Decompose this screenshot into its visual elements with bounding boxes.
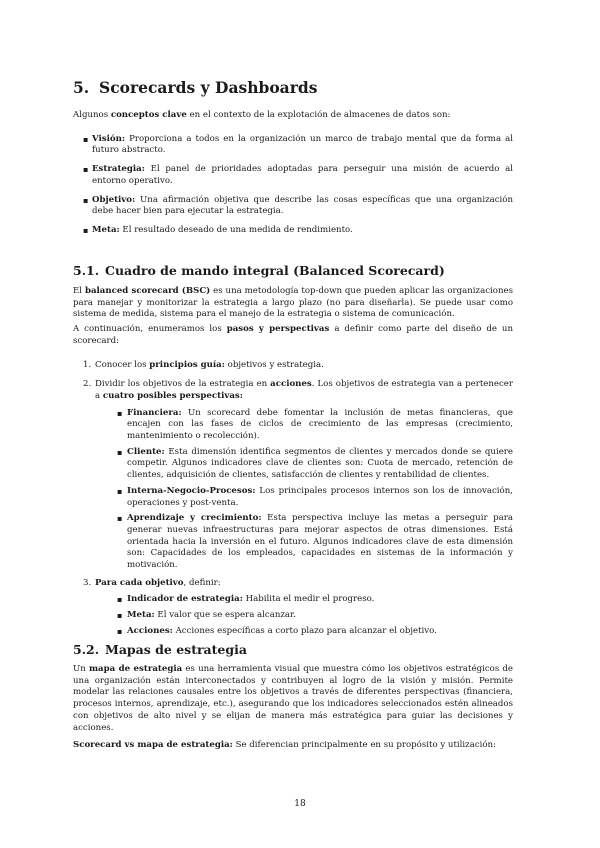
list-item: 1. Conocer los principios guía: objetivos y estrategia. (83, 359, 324, 370)
subsection-heading-5-2: 5.2. Mapas de estrategia (73, 642, 247, 657)
intro-paragraph: Algunos conceptos clave en el contexto de la explotación de almacenes de datos son: (73, 110, 451, 120)
subsection-5-1-body (73, 286, 513, 644)
list-item: ▪ Meta: El valor que se espera alcanzar. (95, 610, 513, 622)
list-item: ▪ Visión: Proporciona a todos en la organización un marco de trabajo mental que da forma al futuro abstracto. (73, 134, 513, 157)
intro-block (73, 110, 513, 244)
objective-items-list (95, 594, 513, 637)
list-item: ▪ Aprendizaje y crecimiento: Esta perspectiva incluye las metas a perseguir para generar nuevas infraestructuras para mejorar aspectos de otras dimensiones. Está orientada hacia la inversión en el futuro. Algunos indicadores clave de esta dimensión son: Capacidades de los empleados, capacidades en sistemas de la información y motivación. (95, 513, 513, 572)
list-item: 2. Dividir los objetivos de la estrategia en acciones. Los objetivos de estrategia van a pertenecer a cuatro posibles perspectivas: ▪ Financiera: Un scorecard debe fomentar la inclusión de metas financieras, que encajen con las fases de ciclos de crecimiento de las empresas (crecimiento, mantenimiento o recolección). ▪ Cliente: Esta dimensión identifica segmentos de clientes y mercados donde se quiere competir. Algunos indicadores clave de clientes son: Cuota de mercado, retención de clientes, adquisición de clientes, satisfacción de clientes y rentabilidad de clientes. ▪ Interna-Negocio-Procesos: Los principales procesos internos son los de innovación, operaciones y post-venta. ▪ Aprendizaje y crecimiento: Esta perspectiva incluye las metas a perseguir para generar nuevas infraestructuras para mejorar aspectos de otras dimensiones. Está orientada hacia la inversión en el futuro. Algunos indicadores clave de esta dimensión son: Capacidades de los empleados, capacidades en sistemas de la información y motivación. (73, 379, 513, 572)
list-item: ▪ Indicador de estrategia: Habilita el medir el progreso. (95, 594, 513, 606)
steps-list (73, 360, 513, 638)
steps-intro-paragraph: A continuación, enumeramos los pasos y perspectivas a definir como parte del diseño de un scorecard: (73, 324, 513, 346)
section-number: 5. (73, 78, 90, 97)
section-title: Scorecards y Dashboards (99, 78, 318, 97)
list-item: ▪ Financiera: Un scorecard debe fomentar la inclusión de metas financieras, que encajen con las fases de ciclos de crecimiento de las empresas (crecimiento, mantenimiento o recolección). (95, 408, 513, 443)
comparison-paragraph: Scorecard vs mapa de estrategia: Se diferencian principalmente en su propósito y utilización: (73, 740, 496, 751)
list-item: ▪ Estrategia: El panel de prioridades adoptadas para perseguir una misión de acuerdo al entorno operativo. (73, 164, 513, 187)
list-item: ▪ Meta: El resultado deseado de una medida de rendimiento. (73, 225, 513, 237)
key-concepts-list (73, 134, 513, 237)
list-item: ▪ Cliente: Esta dimensión identifica segmentos de clientes y mercados donde se quiere competir. Algunos indicadores clave de clientes son: Cuota de mercado, retención de clientes, adquisición de clientes, satisfacción de clientes y rentabilidad de clientes. (95, 447, 513, 482)
bsc-paragraph: El balanced scorecard (BSC) es una metodología top-down que pueden aplicar las organizaciones para manejar y monitorizar la estrategia a largo plazo (no para diseñarla). Se puede usar como sistema de medida, sistema para el manejo de la estrategia o sistema de comunicación. (73, 286, 513, 320)
list-item: ▪ Objetivo: Una afirmación objetiva que describe las cosas específicas que una organización debe hacer bien para ejecutar la estrategia. (73, 195, 513, 218)
list-item: ▪ Interna-Negocio-Procesos: Los principales procesos internos son los de innovación, operaciones y post-venta. (95, 486, 513, 509)
list-item: 3. Para cada objetivo, definir: ▪ Indicador de estrategia: Habilita el medir el progreso. ▪ Meta: El valor que se espera alcanzar. ▪ Acciones: Acciones específicas a corto plazo para alcanzar el objetivo. (73, 578, 513, 638)
strategy-map-paragraph: Un mapa de estrategia es una herramienta visual que muestra cómo los objetivos estratégicos de una organización están interconectados y contribuyen al logro de la visión y misión. Permite modelar las relaciones causales entre los objetivos a través de diferentes perspectivas (financiera, procesos internos, aprendizaje, etc.), asegurando que los indicadores seleccionados estén alineados con objetivos de alto nivel y se elijan de manera más estratégica para guiar las decisiones y acciones. (73, 664, 513, 733)
section-heading (73, 78, 317, 97)
perspectives-list (95, 408, 513, 572)
subsection-heading-5-1: 5.1. Cuadro de mando integral (Balanced Scorecard) (73, 263, 445, 278)
page-number: 18 (294, 799, 306, 809)
list-item: ▪ Acciones: Acciones específicas a corto plazo para alcanzar el objetivo. (95, 626, 513, 638)
subsection-5-2-body (73, 664, 513, 755)
